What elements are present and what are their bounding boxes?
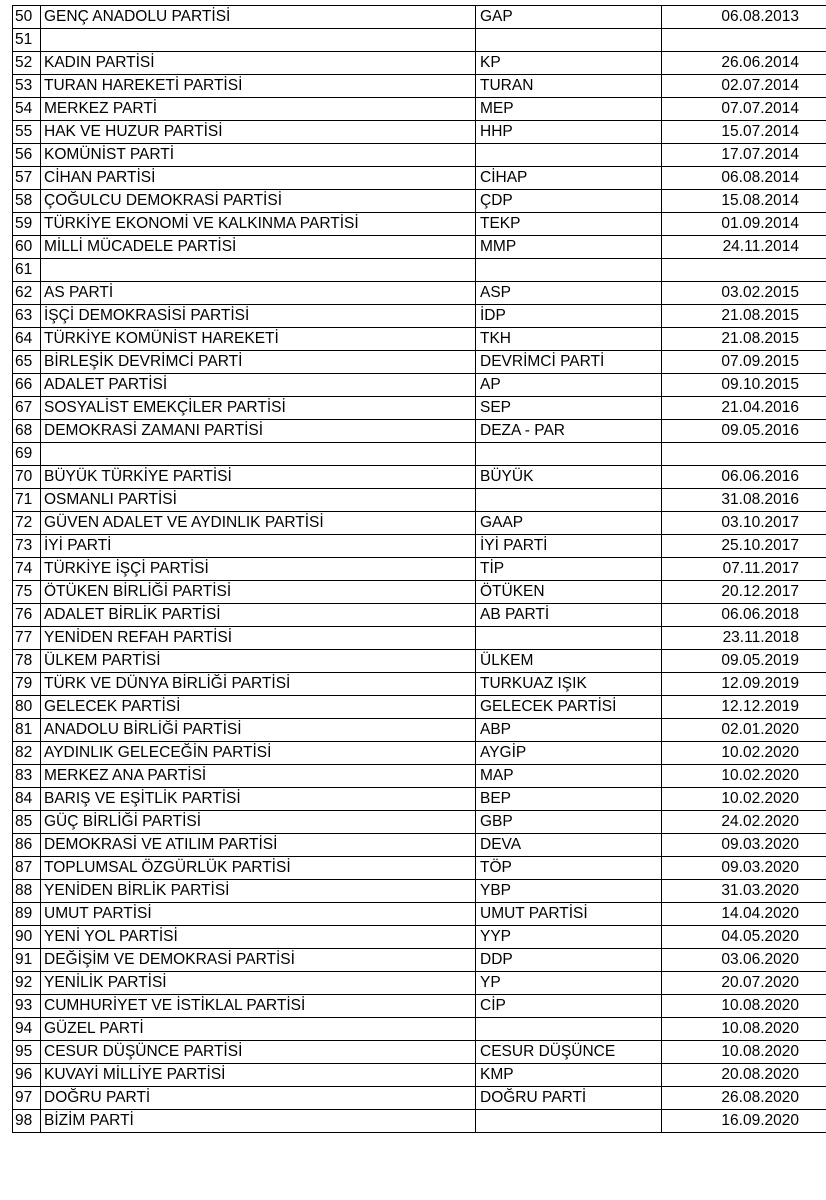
table-row — [13, 236, 826, 259]
row-number-cell: 87 — [13, 857, 41, 880]
table-row — [13, 972, 826, 995]
party-name-cell: MİLLİ MÜCADELE PARTİSİ — [41, 236, 476, 259]
table-row — [13, 98, 826, 121]
party-name-cell: DEMOKRASİ ZAMANI PARTİSİ — [41, 420, 476, 443]
table-row — [13, 52, 826, 75]
row-number-cell: 97 — [13, 1087, 41, 1110]
row-number-cell: 83 — [13, 765, 41, 788]
registration-date-cell — [662, 29, 826, 52]
table-row — [13, 420, 826, 443]
party-abbreviation-cell: ASP — [476, 282, 662, 305]
party-abbreviation-cell: TURAN — [476, 75, 662, 98]
party-abbreviation-cell — [476, 627, 662, 650]
party-abbreviation-cell: KP — [476, 52, 662, 75]
party-abbreviation-cell: ÇDP — [476, 190, 662, 213]
table-row — [13, 1110, 826, 1133]
table-row — [13, 167, 826, 190]
row-number-cell: 70 — [13, 466, 41, 489]
party-abbreviation-cell: AB PARTİ — [476, 604, 662, 627]
row-number-cell: 58 — [13, 190, 41, 213]
table-row — [13, 719, 826, 742]
table-row — [13, 696, 826, 719]
party-name-cell: TÜRKİYE KOMÜNİST HAREKETİ — [41, 328, 476, 351]
registration-date-cell: 10.02.2020 — [662, 788, 826, 811]
party-abbreviation-cell: MEP — [476, 98, 662, 121]
table-row — [13, 29, 826, 52]
table-row — [13, 788, 826, 811]
registration-date-cell: 09.05.2016 — [662, 420, 826, 443]
party-abbreviation-cell: YBP — [476, 880, 662, 903]
registration-date-cell: 15.07.2014 — [662, 121, 826, 144]
registration-date-cell: 26.06.2014 — [662, 52, 826, 75]
party-abbreviation-cell: ABP — [476, 719, 662, 742]
row-number-cell: 65 — [13, 351, 41, 374]
registration-date-cell: 06.08.2014 — [662, 167, 826, 190]
party-name-cell: SOSYALİST EMEKÇİLER PARTİSİ — [41, 397, 476, 420]
registration-date-cell: 03.06.2020 — [662, 949, 826, 972]
party-name-cell: CUMHURİYET VE İSTİKLAL PARTİSİ — [41, 995, 476, 1018]
registration-date-cell: 01.09.2014 — [662, 213, 826, 236]
registration-date-cell: 16.09.2020 — [662, 1110, 826, 1133]
party-abbreviation-cell: TURKUAZ IŞIK — [476, 673, 662, 696]
party-abbreviation-cell: ÜLKEM — [476, 650, 662, 673]
party-abbreviation-cell: MAP — [476, 765, 662, 788]
row-number-cell: 93 — [13, 995, 41, 1018]
party-abbreviation-cell: DEVA — [476, 834, 662, 857]
registration-date-cell: 10.02.2020 — [662, 765, 826, 788]
party-abbreviation-cell — [476, 259, 662, 282]
party-abbreviation-cell: GAP — [476, 6, 662, 29]
table-row — [13, 6, 826, 29]
party-name-cell: ÇOĞULCU DEMOKRASİ PARTİSİ — [41, 190, 476, 213]
registration-date-cell: 04.05.2020 — [662, 926, 826, 949]
row-number-cell: 52 — [13, 52, 41, 75]
registration-date-cell: 09.10.2015 — [662, 374, 826, 397]
party-name-cell: TURAN HAREKETİ PARTİSİ — [41, 75, 476, 98]
table-row — [13, 512, 826, 535]
row-number-cell: 82 — [13, 742, 41, 765]
table-row — [13, 765, 826, 788]
party-name-cell: ADALET BİRLİK PARTİSİ — [41, 604, 476, 627]
table-row — [13, 949, 826, 972]
registration-date-cell: 02.07.2014 — [662, 75, 826, 98]
party-abbreviation-cell: TEKP — [476, 213, 662, 236]
party-abbreviation-cell: CESUR DÜŞÜNCE — [476, 1041, 662, 1064]
registration-date-cell: 21.04.2016 — [662, 397, 826, 420]
party-name-cell: GÜÇ BİRLİĞİ PARTİSİ — [41, 811, 476, 834]
registration-date-cell: 07.07.2014 — [662, 98, 826, 121]
row-number-cell: 89 — [13, 903, 41, 926]
registration-date-cell: 14.04.2020 — [662, 903, 826, 926]
party-abbreviation-cell — [476, 29, 662, 52]
party-abbreviation-cell: İDP — [476, 305, 662, 328]
party-registry-body — [13, 6, 826, 1133]
party-abbreviation-cell: BEP — [476, 788, 662, 811]
row-number-cell: 91 — [13, 949, 41, 972]
party-name-cell: BÜYÜK TÜRKİYE PARTİSİ — [41, 466, 476, 489]
table-row — [13, 213, 826, 236]
party-name-cell: BİRLEŞİK DEVRİMCİ PARTİ — [41, 351, 476, 374]
table-row — [13, 351, 826, 374]
row-number-cell: 50 — [13, 6, 41, 29]
table-row — [13, 489, 826, 512]
table-row — [13, 144, 826, 167]
registration-date-cell: 26.08.2020 — [662, 1087, 826, 1110]
table-row — [13, 834, 826, 857]
row-number-cell: 66 — [13, 374, 41, 397]
table-row — [13, 880, 826, 903]
party-abbreviation-cell: TÖP — [476, 857, 662, 880]
party-name-cell: HAK VE HUZUR PARTİSİ — [41, 121, 476, 144]
table-row — [13, 604, 826, 627]
row-number-cell: 98 — [13, 1110, 41, 1133]
party-name-cell: OSMANLI PARTİSİ — [41, 489, 476, 512]
row-number-cell: 74 — [13, 558, 41, 581]
row-number-cell: 88 — [13, 880, 41, 903]
party-abbreviation-cell: AP — [476, 374, 662, 397]
row-number-cell: 90 — [13, 926, 41, 949]
row-number-cell: 84 — [13, 788, 41, 811]
party-name-cell: MERKEZ ANA PARTİSİ — [41, 765, 476, 788]
party-name-cell: TOPLUMSAL ÖZGÜRLÜK PARTİSİ — [41, 857, 476, 880]
row-number-cell: 67 — [13, 397, 41, 420]
party-abbreviation-cell — [476, 1018, 662, 1041]
registration-date-cell: 10.08.2020 — [662, 1018, 826, 1041]
registration-date-cell: 06.08.2013 — [662, 6, 826, 29]
party-abbreviation-cell: GELECEK PARTİSİ — [476, 696, 662, 719]
registration-date-cell: 07.11.2017 — [662, 558, 826, 581]
party-abbreviation-cell: TİP — [476, 558, 662, 581]
row-number-cell: 62 — [13, 282, 41, 305]
party-abbreviation-cell — [476, 489, 662, 512]
row-number-cell: 78 — [13, 650, 41, 673]
registration-date-cell: 09.05.2019 — [662, 650, 826, 673]
party-name-cell: AYDINLIK GELECEĞİN PARTİSİ — [41, 742, 476, 765]
row-number-cell: 60 — [13, 236, 41, 259]
party-abbreviation-cell: BÜYÜK — [476, 466, 662, 489]
party-abbreviation-cell — [476, 443, 662, 466]
row-number-cell: 92 — [13, 972, 41, 995]
party-name-cell: AS PARTİ — [41, 282, 476, 305]
party-name-cell: ÜLKEM PARTİSİ — [41, 650, 476, 673]
registration-date-cell: 15.08.2014 — [662, 190, 826, 213]
registration-date-cell: 24.02.2020 — [662, 811, 826, 834]
party-abbreviation-cell: DDP — [476, 949, 662, 972]
party-name-cell: CİHAN PARTİSİ — [41, 167, 476, 190]
party-abbreviation-cell: GAAP — [476, 512, 662, 535]
table-row — [13, 1041, 826, 1064]
registration-date-cell: 31.03.2020 — [662, 880, 826, 903]
table-row — [13, 443, 826, 466]
row-number-cell: 79 — [13, 673, 41, 696]
table-row — [13, 857, 826, 880]
registration-date-cell: 03.02.2015 — [662, 282, 826, 305]
row-number-cell: 51 — [13, 29, 41, 52]
party-name-cell: DEĞİŞİM VE DEMOKRASİ PARTİSİ — [41, 949, 476, 972]
table-row — [13, 190, 826, 213]
party-name-cell: UMUT PARTİSİ — [41, 903, 476, 926]
table-row — [13, 1064, 826, 1087]
party-abbreviation-cell: HHP — [476, 121, 662, 144]
row-number-cell: 81 — [13, 719, 41, 742]
row-number-cell: 86 — [13, 834, 41, 857]
registration-date-cell: 21.08.2015 — [662, 328, 826, 351]
table-row — [13, 581, 826, 604]
registration-date-cell: 17.07.2014 — [662, 144, 826, 167]
row-number-cell: 61 — [13, 259, 41, 282]
party-abbreviation-cell: CİP — [476, 995, 662, 1018]
party-name-cell: TÜRKİYE İŞÇİ PARTİSİ — [41, 558, 476, 581]
table-row — [13, 1018, 826, 1041]
table-row — [13, 374, 826, 397]
party-abbreviation-cell — [476, 144, 662, 167]
table-row — [13, 397, 826, 420]
table-row — [13, 558, 826, 581]
row-number-cell: 72 — [13, 512, 41, 535]
party-abbreviation-cell: TKH — [476, 328, 662, 351]
party-registry-table — [12, 5, 826, 1133]
party-abbreviation-cell: UMUT PARTİSİ — [476, 903, 662, 926]
row-number-cell: 73 — [13, 535, 41, 558]
party-name-cell: TÜRK VE DÜNYA BİRLİĞİ PARTİSİ — [41, 673, 476, 696]
table-row — [13, 466, 826, 489]
party-abbreviation-cell — [476, 1110, 662, 1133]
registration-date-cell: 10.08.2020 — [662, 1041, 826, 1064]
party-abbreviation-cell: MMP — [476, 236, 662, 259]
row-number-cell: 94 — [13, 1018, 41, 1041]
party-name-cell: KUVAYİ MİLLİYE PARTİSİ — [41, 1064, 476, 1087]
party-name-cell: GELECEK PARTİSİ — [41, 696, 476, 719]
row-number-cell: 59 — [13, 213, 41, 236]
registration-date-cell: 09.03.2020 — [662, 857, 826, 880]
row-number-cell: 55 — [13, 121, 41, 144]
party-name-cell: ANADOLU BİRLİĞİ PARTİSİ — [41, 719, 476, 742]
registration-date-cell: 20.12.2017 — [662, 581, 826, 604]
row-number-cell: 63 — [13, 305, 41, 328]
party-name-cell: BİZİM PARTİ — [41, 1110, 476, 1133]
party-name-cell: TÜRKİYE EKONOMİ VE KALKINMA PARTİSİ — [41, 213, 476, 236]
party-name-cell: CESUR DÜŞÜNCE PARTİSİ — [41, 1041, 476, 1064]
registration-date-cell: 06.06.2016 — [662, 466, 826, 489]
row-number-cell: 69 — [13, 443, 41, 466]
registration-date-cell: 21.08.2015 — [662, 305, 826, 328]
row-number-cell: 56 — [13, 144, 41, 167]
party-abbreviation-cell: YP — [476, 972, 662, 995]
party-name-cell: GENÇ ANADOLU PARTİSİ — [41, 6, 476, 29]
party-name-cell — [41, 443, 476, 466]
table-row — [13, 282, 826, 305]
registration-date-cell: 12.09.2019 — [662, 673, 826, 696]
table-row — [13, 627, 826, 650]
party-name-cell: DEMOKRASİ VE ATILIM PARTİSİ — [41, 834, 476, 857]
row-number-cell: 71 — [13, 489, 41, 512]
party-abbreviation-cell: DEVRİMCİ PARTİ — [476, 351, 662, 374]
party-abbreviation-cell: YYP — [476, 926, 662, 949]
row-number-cell: 80 — [13, 696, 41, 719]
table-row — [13, 742, 826, 765]
party-name-cell: İŞÇİ DEMOKRASİSİ PARTİSİ — [41, 305, 476, 328]
registration-date-cell: 23.11.2018 — [662, 627, 826, 650]
party-name-cell: İYİ PARTİ — [41, 535, 476, 558]
registration-date-cell: 10.08.2020 — [662, 995, 826, 1018]
party-name-cell — [41, 29, 476, 52]
party-name-cell: YENİLİK PARTİSİ — [41, 972, 476, 995]
party-name-cell: BARIŞ VE EŞİTLİK PARTİSİ — [41, 788, 476, 811]
party-abbreviation-cell: SEP — [476, 397, 662, 420]
row-number-cell: 76 — [13, 604, 41, 627]
party-name-cell: KADIN PARTİSİ — [41, 52, 476, 75]
party-name-cell: KOMÜNİST PARTİ — [41, 144, 476, 167]
row-number-cell: 57 — [13, 167, 41, 190]
party-name-cell: ADALET PARTİSİ — [41, 374, 476, 397]
party-name-cell: MERKEZ PARTİ — [41, 98, 476, 121]
registration-date-cell: 12.12.2019 — [662, 696, 826, 719]
registration-date-cell: 24.11.2014 — [662, 236, 826, 259]
table-row — [13, 926, 826, 949]
registration-date-cell: 07.09.2015 — [662, 351, 826, 374]
table-row — [13, 1087, 826, 1110]
row-number-cell: 53 — [13, 75, 41, 98]
party-name-cell: YENİDEN REFAH PARTİSİ — [41, 627, 476, 650]
row-number-cell: 64 — [13, 328, 41, 351]
table-row — [13, 673, 826, 696]
party-name-cell: YENİ YOL PARTİSİ — [41, 926, 476, 949]
row-number-cell: 68 — [13, 420, 41, 443]
table-row — [13, 328, 826, 351]
table-row — [13, 811, 826, 834]
registration-date-cell — [662, 443, 826, 466]
party-name-cell: ÖTÜKEN BİRLİĞİ PARTİSİ — [41, 581, 476, 604]
party-abbreviation-cell: GBP — [476, 811, 662, 834]
party-name-cell — [41, 259, 476, 282]
party-abbreviation-cell: DEZA - PAR — [476, 420, 662, 443]
party-name-cell: GÜZEL PARTİ — [41, 1018, 476, 1041]
row-number-cell: 96 — [13, 1064, 41, 1087]
registration-date-cell: 09.03.2020 — [662, 834, 826, 857]
table-row — [13, 121, 826, 144]
party-name-cell: DOĞRU PARTİ — [41, 1087, 476, 1110]
row-number-cell: 77 — [13, 627, 41, 650]
table-row — [13, 305, 826, 328]
party-abbreviation-cell: CİHAP — [476, 167, 662, 190]
party-name-cell: YENİDEN BİRLİK PARTİSİ — [41, 880, 476, 903]
registration-date-cell: 20.07.2020 — [662, 972, 826, 995]
registration-date-cell: 31.08.2016 — [662, 489, 826, 512]
registration-date-cell: 10.02.2020 — [662, 742, 826, 765]
registration-date-cell: 06.06.2018 — [662, 604, 826, 627]
party-name-cell: GÜVEN ADALET VE AYDINLIK PARTİSİ — [41, 512, 476, 535]
registration-date-cell: 03.10.2017 — [662, 512, 826, 535]
party-abbreviation-cell: AYGİP — [476, 742, 662, 765]
table-row — [13, 903, 826, 926]
row-number-cell: 85 — [13, 811, 41, 834]
registration-date-cell: 20.08.2020 — [662, 1064, 826, 1087]
party-abbreviation-cell: ÖTÜKEN — [476, 581, 662, 604]
registration-date-cell: 25.10.2017 — [662, 535, 826, 558]
row-number-cell: 54 — [13, 98, 41, 121]
registration-date-cell — [662, 259, 826, 282]
row-number-cell: 75 — [13, 581, 41, 604]
table-row — [13, 535, 826, 558]
registration-date-cell: 02.01.2020 — [662, 719, 826, 742]
table-row — [13, 650, 826, 673]
table-row — [13, 995, 826, 1018]
row-number-cell: 95 — [13, 1041, 41, 1064]
party-abbreviation-cell: İYİ PARTİ — [476, 535, 662, 558]
table-row — [13, 259, 826, 282]
party-abbreviation-cell: KMP — [476, 1064, 662, 1087]
table-row — [13, 75, 826, 98]
party-abbreviation-cell: DOĞRU PARTİ — [476, 1087, 662, 1110]
